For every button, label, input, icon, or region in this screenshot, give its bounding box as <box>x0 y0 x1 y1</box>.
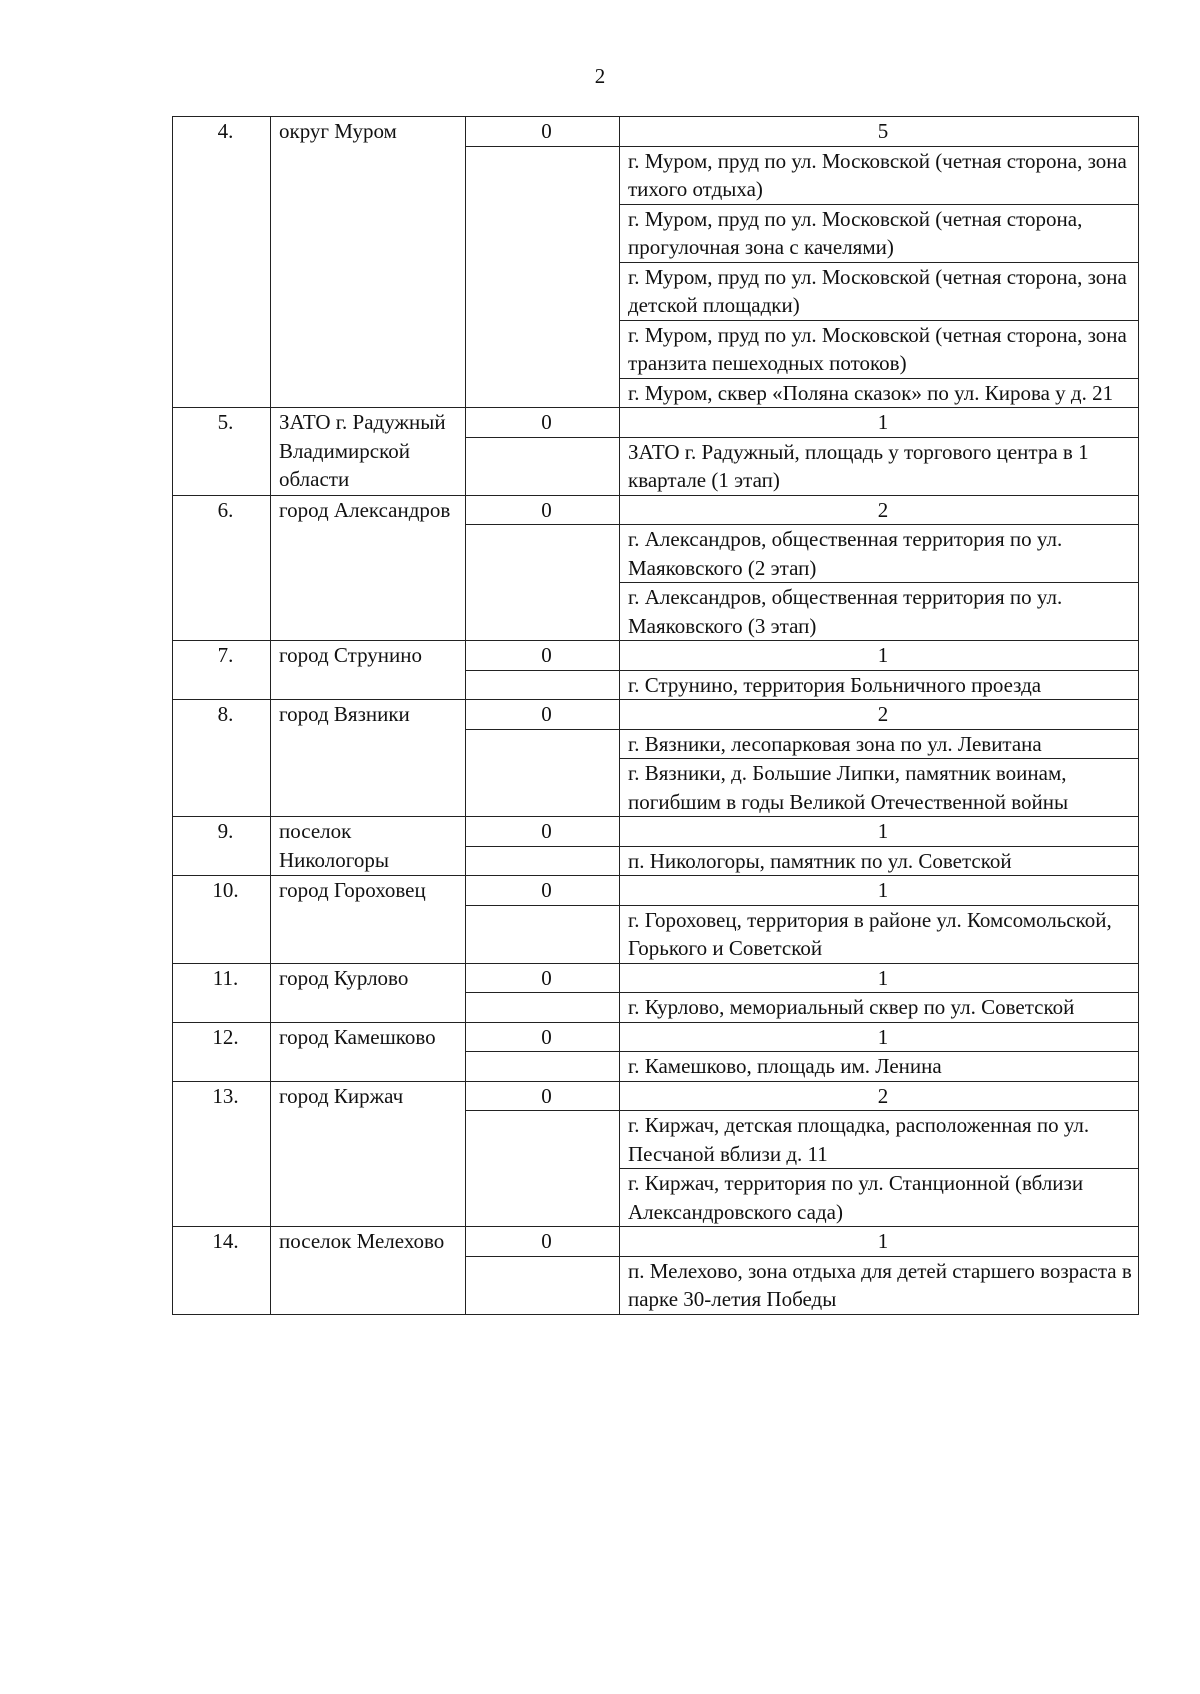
value-cell: 0 <box>466 1081 620 1111</box>
empty-cell <box>466 993 620 1023</box>
page-number: 2 <box>594 64 606 88</box>
territory-count: 1 <box>620 963 1139 993</box>
territory-description: г. Киржач, детская площадка, расположенная по ул. Песчаной вблизи д. 11 <box>620 1111 1139 1169</box>
territory-description: г. Александров, общественная территория по ул. Маяковского (3 этап) <box>620 583 1139 641</box>
municipality-name: город Киржач <box>271 1081 466 1227</box>
territory-description: г. Гороховец, территория в районе ул. Комсомольской, Горького и Советской <box>620 905 1139 963</box>
value-cell: 0 <box>466 963 620 993</box>
row-number: 9. <box>173 817 271 876</box>
municipality-name: город Вязники <box>271 700 466 817</box>
territory-description: п. Мелехово, зона отдыха для детей старшего возраста в парке 30-летия Победы <box>620 1256 1139 1314</box>
territory-description: г. Курлово, мемориальный сквер по ул. Советской <box>620 993 1139 1023</box>
territory-description: г. Муром, пруд по ул. Московской (четная сторона, зона транзита пешеходных потоков) <box>620 320 1139 378</box>
empty-cell <box>466 146 620 408</box>
territory-description: г. Муром, сквер «Поляна сказок» по ул. Кирова у д. 21 <box>620 378 1139 408</box>
empty-cell <box>466 1052 620 1082</box>
empty-cell <box>466 729 620 817</box>
municipality-name: город Александров <box>271 495 466 641</box>
row-number: 8. <box>173 700 271 817</box>
territories-table <box>172 116 1139 1315</box>
value-cell: 0 <box>466 1227 620 1257</box>
municipality-name: город Курлово <box>271 963 466 1022</box>
table-row <box>173 1022 1139 1052</box>
territory-description: г. Камешково, площадь им. Ленина <box>620 1052 1139 1082</box>
row-number: 12. <box>173 1022 271 1081</box>
territory-count: 1 <box>620 817 1139 847</box>
territory-description: г. Вязники, лесопарковая зона по ул. Левитана <box>620 729 1139 759</box>
territory-count: 1 <box>620 408 1139 438</box>
territory-description: г. Муром, пруд по ул. Московской (четная сторона, прогулочная зона с качелями) <box>620 204 1139 262</box>
territory-description: г. Муром, пруд по ул. Московской (четная сторона, зона тихого отдыха) <box>620 146 1139 204</box>
empty-cell <box>466 670 620 700</box>
value-cell: 0 <box>466 817 620 847</box>
table-row <box>173 495 1139 525</box>
territory-description: г. Александров, общественная территория по ул. Маяковского (2 этап) <box>620 525 1139 583</box>
row-number: 10. <box>173 876 271 964</box>
row-number: 14. <box>173 1227 271 1315</box>
value-cell: 0 <box>466 700 620 730</box>
table-body <box>173 117 1139 1315</box>
table-row <box>173 1081 1139 1111</box>
value-cell: 0 <box>466 117 620 147</box>
table-row <box>173 641 1139 671</box>
table-row <box>173 963 1139 993</box>
territory-description: г. Вязники, д. Большие Липки, памятник воинам, погибшим в годы Великой Отечественной войны <box>620 759 1139 817</box>
territory-count: 1 <box>620 876 1139 906</box>
value-cell: 0 <box>466 641 620 671</box>
territory-count: 2 <box>620 495 1139 525</box>
territory-description: ЗАТО г. Радужный, площадь у торгового центра в 1 квартале (1 этап) <box>620 437 1139 495</box>
territory-count: 1 <box>620 641 1139 671</box>
municipality-name: поселок Никологоры <box>271 817 466 876</box>
row-number: 13. <box>173 1081 271 1227</box>
empty-cell <box>466 437 620 495</box>
empty-cell <box>466 905 620 963</box>
table-row <box>173 117 1139 147</box>
value-cell: 0 <box>466 876 620 906</box>
empty-cell <box>466 846 620 876</box>
territory-count: 1 <box>620 1227 1139 1257</box>
table-row <box>173 700 1139 730</box>
territory-description: г. Струнино, территория Больничного проезда <box>620 670 1139 700</box>
territory-count: 1 <box>620 1022 1139 1052</box>
value-cell: 0 <box>466 408 620 438</box>
municipality-name: поселок Мелехово <box>271 1227 466 1315</box>
table-row <box>173 876 1139 906</box>
value-cell: 0 <box>466 495 620 525</box>
municipality-name: город Камешково <box>271 1022 466 1081</box>
table-row <box>173 408 1139 438</box>
territory-count: 2 <box>620 1081 1139 1111</box>
territory-description: п. Никологоры, памятник по ул. Советской <box>620 846 1139 876</box>
value-cell: 0 <box>466 1022 620 1052</box>
territory-description: г. Муром, пруд по ул. Московской (четная сторона, зона детской площадки) <box>620 262 1139 320</box>
table-row <box>173 817 1139 847</box>
territory-count: 2 <box>620 700 1139 730</box>
empty-cell <box>466 525 620 641</box>
territory-count: 5 <box>620 117 1139 147</box>
empty-cell <box>466 1256 620 1314</box>
territory-description: г. Киржач, территория по ул. Станционной (вблизи Александровского сада) <box>620 1169 1139 1227</box>
municipality-name: город Гороховец <box>271 876 466 964</box>
municipality-name: ЗАТО г. Радужный Владимирской области <box>271 408 466 496</box>
table-row <box>173 1227 1139 1257</box>
row-number: 7. <box>173 641 271 700</box>
row-number: 11. <box>173 963 271 1022</box>
municipality-name: округ Муром <box>271 117 466 408</box>
municipality-name: город Струнино <box>271 641 466 700</box>
row-number: 5. <box>173 408 271 496</box>
empty-cell <box>466 1111 620 1227</box>
row-number: 4. <box>173 117 271 408</box>
row-number: 6. <box>173 495 271 641</box>
